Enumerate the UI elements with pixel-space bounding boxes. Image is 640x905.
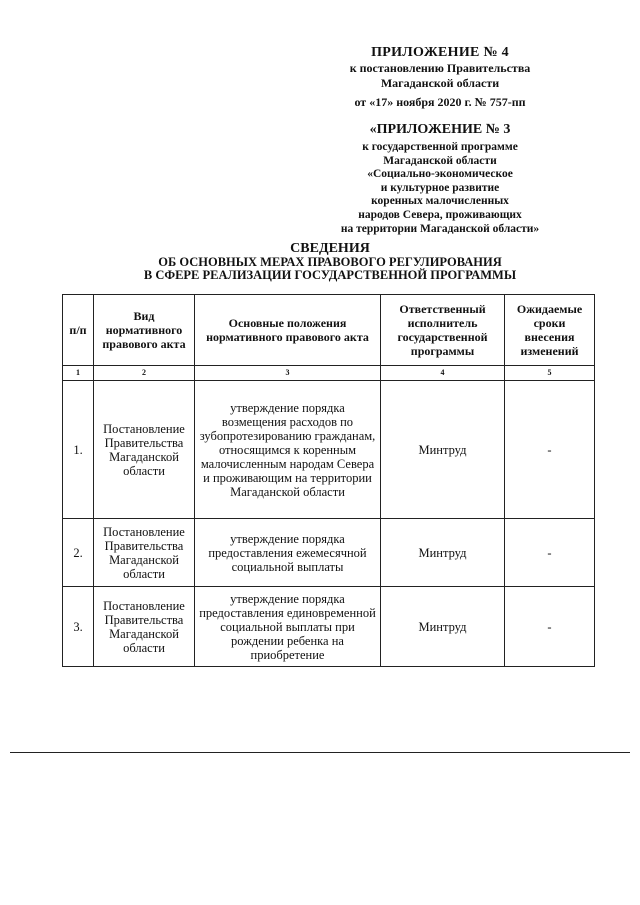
- deadline-cell: -: [505, 381, 595, 519]
- legal-measures-table: [62, 294, 595, 667]
- appendix-3-line: на территории Магаданской области»: [340, 222, 540, 235]
- footer-divider: [10, 752, 630, 753]
- column-number: 4: [381, 366, 505, 381]
- appendix-4-header: [305, 44, 575, 110]
- act-type-cell: Постановление Правительства Магаданской области: [94, 587, 195, 667]
- appendix-3-line: народов Севера, проживающих: [358, 208, 522, 221]
- table-row: [63, 381, 595, 519]
- appendix-3-line: «Социально-экономическое: [367, 168, 513, 181]
- column-number-row: [63, 366, 595, 381]
- appendix-4-line: к постановлению Правительства: [349, 61, 531, 75]
- provisions-cell: утверждение порядка возмещения расходов по зубопротезированию гражданам, относящимся к коренным малочисленным народам Севера и проживающим на территории Магаданской области: [195, 381, 381, 519]
- table-header-row: [63, 295, 595, 366]
- document-title-line: СВЕДЕНИЯ: [290, 241, 370, 256]
- executor-cell: Минтруд: [381, 587, 505, 667]
- appendix-4-line: от «17» ноября 2020 г. № 757-пп: [354, 95, 526, 109]
- appendix-4-line: Магаданской области: [380, 76, 500, 90]
- table-row: [63, 519, 595, 587]
- appendix-3-line: и культурное развитие: [380, 181, 500, 194]
- act-type-cell: Постановление Правительства Магаданской области: [94, 519, 195, 587]
- executor-cell: Минтруд: [381, 519, 505, 587]
- column-number: 5: [505, 366, 595, 381]
- header-cell-act-type: Вид нормативного правового акта: [94, 295, 195, 366]
- appendix-3-line: к государственной программе: [362, 141, 518, 153]
- document-title-line: В СФЕРЕ РЕАЛИЗАЦИИ ГОСУДАРСТВЕННОЙ ПРОГРАММЫ: [143, 268, 517, 282]
- appendix-3-title: «ПРИЛОЖЕНИЕ № 3: [369, 122, 511, 137]
- header-cell-provisions: Основные положения нормативного правового акта: [195, 295, 381, 366]
- appendix-3-line: коренных малочисленных: [371, 195, 509, 208]
- column-number: 3: [195, 366, 381, 381]
- table-row: [63, 587, 595, 667]
- header-cell-executor: Ответственный исполнитель государственной программы: [381, 295, 505, 366]
- row-number: 1.: [63, 381, 94, 519]
- deadline-cell: -: [505, 587, 595, 667]
- appendix-3-header: [300, 121, 580, 236]
- provisions-cell: утверждение порядка предоставления единовременной социальной выплаты при рождении ребенка на приобретение: [195, 587, 381, 667]
- appendix-4-title: ПРИЛОЖЕНИЕ № 4: [371, 45, 509, 60]
- deadline-cell: -: [505, 519, 595, 587]
- appendix-3-line: Магаданской области: [383, 154, 497, 167]
- row-number: 2.: [63, 519, 94, 587]
- document-title: [70, 242, 590, 283]
- document-title-line: ОБ ОСНОВНЫХ МЕРАХ ПРАВОВОГО РЕГУЛИРОВАНИЯ: [158, 254, 502, 269]
- act-type-cell: Постановление Правительства Магаданской области: [94, 381, 195, 519]
- header-cell-deadline: Ожидаемые сроки внесения изменений: [505, 295, 595, 366]
- row-number: 3.: [63, 587, 94, 667]
- executor-cell: Минтруд: [381, 381, 505, 519]
- column-number: 2: [94, 366, 195, 381]
- header-cell-number: п/п: [63, 295, 94, 366]
- provisions-cell: утверждение порядка предоставления ежемесячной социальной выплаты: [195, 519, 381, 587]
- column-number: 1: [63, 366, 94, 381]
